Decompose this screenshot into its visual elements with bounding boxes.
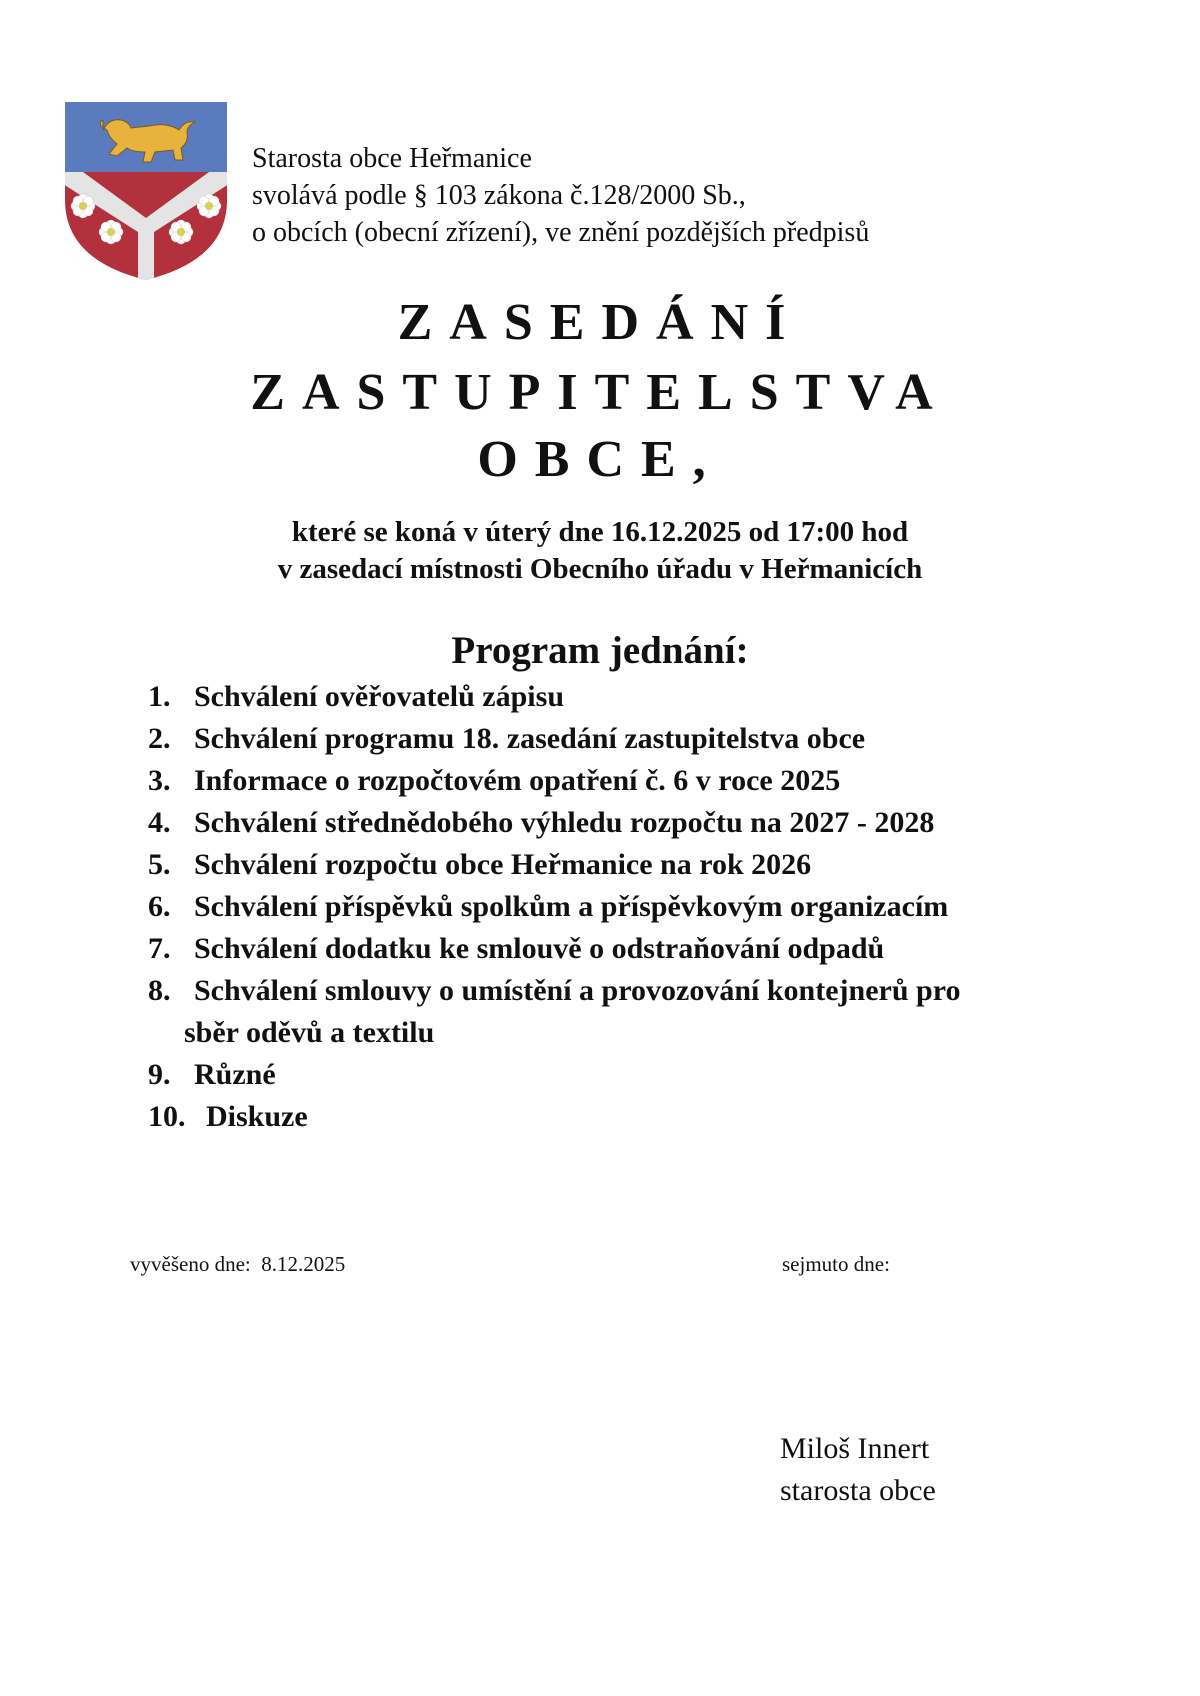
agenda-item — [148, 886, 960, 928]
agenda-item — [148, 844, 960, 886]
agenda-item-continuation: sběr oděvů a textilu — [184, 1016, 435, 1049]
agenda-item-text: Schválení rozpočtu obce Heřmanice na rok 2026 — [194, 848, 812, 881]
agenda-item-text: Schválení příspěvků spolkům a příspěvkovým organizacím — [194, 890, 949, 923]
agenda-item — [148, 1054, 960, 1096]
agenda-item-number: 1. — [148, 680, 171, 713]
page-title-line-1: ZASEDÁNÍ — [397, 294, 803, 351]
agenda-item-number: 3. — [148, 764, 171, 797]
signatory-name: Miloš Innert — [780, 1432, 930, 1465]
agenda-item-text: Schválení ověřovatelů zápisu — [194, 680, 565, 713]
agenda-item-text: Schválení programu 18. zasedání zastupitelstva obce — [194, 722, 866, 755]
agenda-item-text: Různé — [194, 1058, 276, 1091]
agenda-item-text: Schválení dodatku ke smlouvě o odstraňování odpadů — [194, 932, 885, 965]
posted-date-field — [130, 1252, 345, 1277]
agenda-item — [148, 802, 960, 844]
agenda-item-text: Informace o rozpočtovém opatření č. 6 v roce 2025 — [194, 764, 841, 797]
signatory-role: starosta obce — [780, 1474, 936, 1507]
signature-block — [780, 1428, 936, 1512]
meeting-details — [0, 514, 1200, 588]
page-title-line-3: OBCE, — [477, 431, 723, 488]
agenda-item-number: 5. — [148, 848, 171, 881]
agenda-item — [148, 760, 960, 802]
agenda-item-number: 10. — [148, 1100, 186, 1133]
header-line-law: svolává podle § 103 zákona č.128/2000 Sb., — [252, 180, 746, 211]
municipal-coat-of-arms-icon — [63, 100, 229, 282]
agenda-item-number: 8. — [148, 974, 171, 1007]
header-line-act: o obcích (obecní zřízení), ve znění pozdějších předpisů — [252, 217, 870, 248]
agenda-item-number: 4. — [148, 806, 171, 839]
convocation-header — [252, 140, 869, 251]
removed-label: sejmuto dne: — [782, 1252, 890, 1276]
agenda-item-number: 7. — [148, 932, 171, 965]
agenda-item-text: Schválení střednědobého výhledu rozpočtu na 2027 - 2028 — [194, 806, 935, 839]
header-line-mayor: Starosta obce Heřmanice — [252, 143, 532, 174]
agenda-item-number: 9. — [148, 1058, 171, 1091]
agenda-item — [148, 970, 960, 1012]
agenda-item-number: 2. — [148, 722, 171, 755]
agenda-heading: Program jednání: — [451, 629, 749, 672]
meeting-location: v zasedací místnosti Obecního úřadu v Heřmanicích — [277, 553, 923, 585]
agenda-item-number: 6. — [148, 890, 171, 923]
page-title-line-2: ZASTUPITELSTVA — [250, 364, 950, 421]
agenda-item-text: Schválení smlouvy o umístění a provozování kontejnerů pro — [194, 974, 961, 1007]
removed-date-field — [782, 1252, 890, 1277]
meeting-date-time: které se koná v úterý dne 16.12.2025 od 17:00 hod — [291, 516, 909, 548]
agenda-item-text: Diskuze — [206, 1100, 308, 1133]
agenda-item — [148, 718, 960, 760]
agenda-list — [148, 676, 960, 1138]
agenda-item — [148, 676, 960, 718]
posted-label: vyvěšeno dne: — [130, 1252, 251, 1276]
agenda-item — [148, 928, 960, 970]
agenda-item — [148, 1096, 960, 1138]
posted-date: 8.12.2025 — [261, 1252, 346, 1276]
